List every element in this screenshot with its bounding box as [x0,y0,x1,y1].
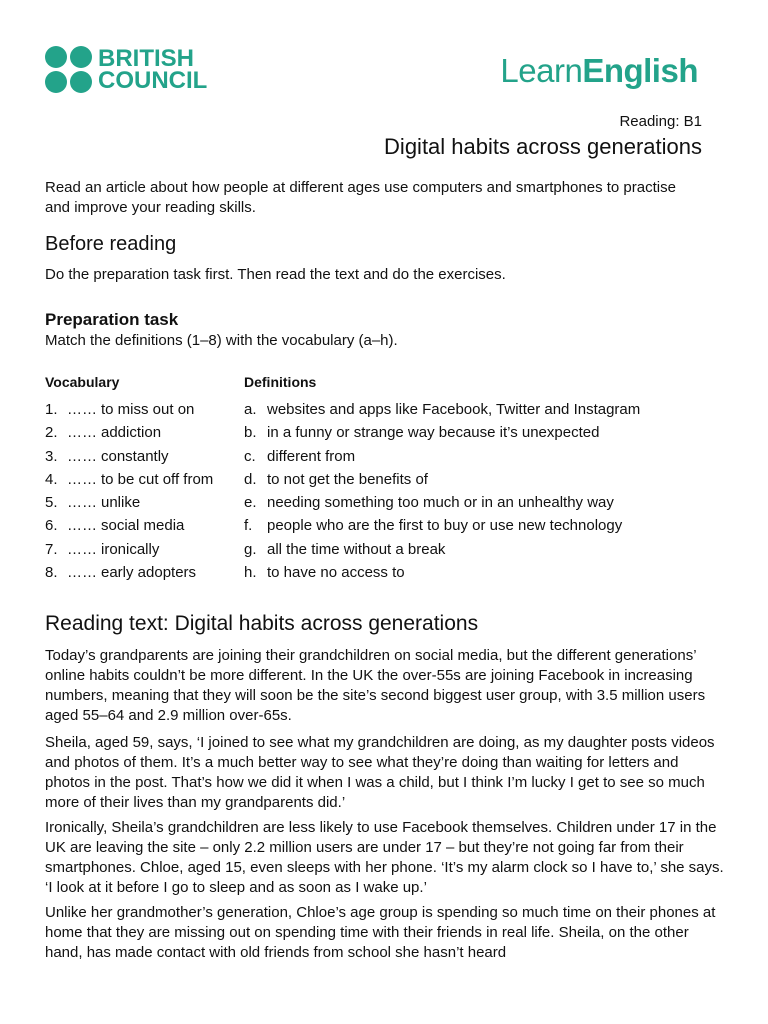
answer-blank: …… [67,517,97,535]
article-paragraph: Unlike her grandmother’s generation, Chloe’s age group is spending so much time on their phones at home that they are missing out on spending time with their friends in real life. Sheila, on the other hand, has made contact with old friends from school she hasn’t heard [45,904,716,961]
logo-dot [70,71,92,93]
before-reading-text: Do the preparation task first. Then read the text and do the exercises. [45,266,506,283]
definition-letter: f. [244,517,253,535]
logo-line-2: COUNCIL [98,66,208,94]
definition-item [244,540,640,563]
reading-text-heading: Reading text: Digital habits across generations [45,612,479,635]
logo-dot [70,46,92,68]
preparation-task-heading: Preparation task [45,310,179,329]
vocab-term: constantly [101,447,169,465]
answer-blank: …… [67,470,97,488]
logo-wordmark [98,44,208,94]
vocab-item [45,423,213,446]
definition-item [244,447,640,470]
definitions-list [244,400,640,586]
document-title: Digital habits across generations [384,134,702,159]
intro-text: Read an article about how people at different ages use computers and smartphones to practise and improve your reading skills. [45,179,676,216]
answer-blank: …… [67,401,97,418]
definition-item [244,563,640,586]
vocabulary-list [45,400,213,586]
british-council-logo [45,46,207,93]
vocab-number: 6. [45,517,58,535]
vocab-number: 4. [45,470,58,488]
level-label: Reading: B1 [619,113,702,130]
definition-text: different from [267,447,356,465]
definition-text: websites and apps like Facebook, Twitter and Instagram [267,401,641,418]
answer-blank: …… [67,494,97,512]
definition-text: needing something too much or in an unhealthy way [267,494,614,512]
definition-item [244,400,640,423]
definition-text: in a funny or strange way because it’s unexpected [267,424,600,442]
definition-text: to have no access to [267,564,405,582]
definition-text: people who are the first to buy or use new technology [267,517,623,535]
definition-letter: d. [244,470,257,488]
definition-letter: b. [244,424,257,442]
vocab-term: social media [101,517,185,535]
article-paragraph: Ironically, Sheila’s grandchildren are less likely to use Facebook themselves. Children under 17 in the UK are leaving the site – only 2.2 million users are under 17 – but they’re not going far from their smartphones. Chloe, aged 15, even sleeps with her phone. ‘It’s my alarm clock so I have to,’ she says. ‘I look at it before I go to sleep and as soon as I wake up.’ [45,819,724,896]
definition-text: all the time without a break [267,540,446,558]
definition-item [244,493,640,516]
vocab-number: 7. [45,540,58,558]
answer-blank: …… [67,564,97,582]
vocab-number: 5. [45,494,58,512]
vocab-term: addiction [101,424,162,442]
vocab-number: 8. [45,564,58,582]
definition-letter: e. [244,494,257,512]
learnenglish-brand [500,52,698,90]
vocab-item [45,540,213,563]
logo-dot [45,71,67,93]
answer-blank: …… [67,424,97,442]
article-paragraph: Sheila, aged 59, says, ‘I joined to see what my grandchildren are doing, as my daughter posts videos and photos of them. It’s a much better way to see what they’re doing than waiting for letters and photos in the post. That’s how we did it when I was a child, but I think I’m lucky I get to see so much more of their lives than my grandparents did.’ [45,734,715,811]
vocab-number: 3. [45,447,58,465]
definition-letter: a. [244,401,257,418]
logo-line-1: BRITISH [98,44,194,72]
logo-dots-icon [45,46,92,93]
vocab-item [45,493,213,516]
definition-item [244,516,640,539]
vocab-number: 1. [45,401,58,418]
definition-item [244,470,640,493]
brand-english: English [582,52,698,89]
vocab-term: to miss out on [101,401,195,418]
vocab-item [45,470,213,493]
brand-learn: Learn [500,52,583,89]
definition-item [244,423,640,446]
definitions-header: Definitions [244,374,317,390]
vocab-term: ironically [101,540,160,558]
preparation-instruction: Match the definitions (1–8) with the vocabulary (a–h). [45,332,398,349]
definition-letter: g. [244,540,257,558]
vocab-term: to be cut off from [101,470,214,488]
vocab-item [45,447,213,470]
definition-text: to not get the benefits of [267,470,428,488]
vocab-number: 2. [45,424,58,442]
answer-blank: …… [67,540,97,558]
vocabulary-header: Vocabulary [45,374,120,390]
definition-letter: c. [244,447,256,465]
vocab-item [45,400,213,423]
vocab-term: unlike [101,494,141,512]
definition-letter: h. [244,564,257,582]
vocab-item [45,563,213,586]
answer-blank: …… [67,447,97,465]
before-reading-heading: Before reading [45,233,177,255]
logo-dot [45,46,67,68]
vocab-term: early adopters [101,564,197,582]
article-paragraph: Today’s grandparents are joining their grandchildren on social media, but the different generations’ online habits couldn’t be more different. In the UK the over-55s are joining Facebook in increasing numbers, meaning that they will soon be the site’s second biggest user group, with 3.5 million users aged 55–64 and 2.9 million over-65s. [45,647,706,724]
vocab-item [45,516,213,539]
